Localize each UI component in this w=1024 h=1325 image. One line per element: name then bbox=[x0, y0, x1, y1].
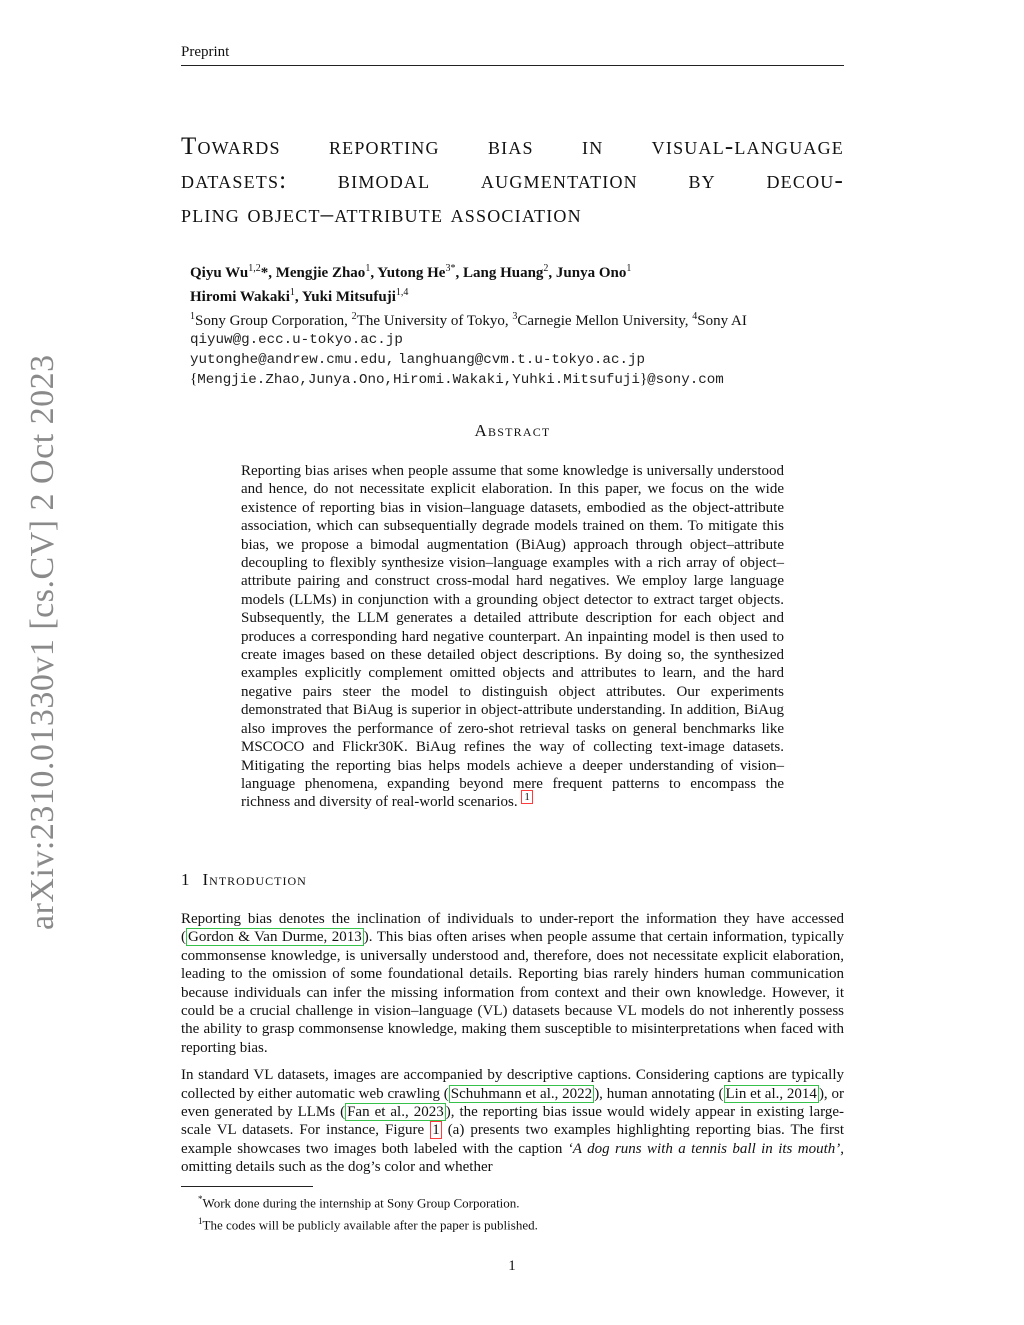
affiliations bbox=[190, 307, 850, 331]
paragraph bbox=[181, 910, 844, 1057]
text-run: ), the reporting bias issue would widely appear in existing large-scale VL datasets. For instance, Figure bbox=[181, 1104, 844, 1139]
aff-sup: 1 bbox=[190, 311, 195, 322]
section-title: Introduction bbox=[202, 870, 307, 889]
text-run: Reporting bias denotes the inclination of individuals to under-report the information they have accessed ( bbox=[181, 911, 844, 946]
author-sup: 1,2 bbox=[248, 263, 261, 274]
author-line-2 bbox=[190, 283, 850, 307]
title-line-2: datasets: bimodal augmentation by decou- bbox=[181, 167, 844, 194]
author-sup: 1,4 bbox=[395, 287, 409, 298]
affiliation: Sony Group Corporation, bbox=[195, 313, 352, 329]
caption-quote: ‘A dog runs with a tennis ball in its mouth’ bbox=[567, 1140, 841, 1157]
author-name: , Lang Huang bbox=[455, 265, 544, 281]
footnote-mark: * bbox=[198, 1194, 203, 1204]
email-link[interactable]: langhuang@cvm.t.u-tokyo.ac.jp bbox=[398, 352, 645, 368]
author-name: Hiromi Wakaki bbox=[190, 289, 290, 305]
footnote-link[interactable]: 1 bbox=[521, 790, 533, 804]
aff-sup: 2 bbox=[351, 311, 357, 322]
title-line-3: pling object–attribute association bbox=[181, 201, 582, 228]
text-run: In standard VL datasets, images are accompanied by descriptive captions. Considering captions are typically collected by either automatic web crawling ( bbox=[181, 1067, 844, 1102]
abstract-text: Reporting bias arises when people assume that some knowledge is universally understood and hence, do not necessitate explicit elaboration. In this paper, we focus on the wide existence of reporting bias in vision–language datasets, embodied as the object-attribute association, which can subsequentially degrade models trained on them. To mitigate this bias, we propose a bimodal augmentation (BiAug) approach through object–attribute decoupling to flexibly synthesize vision–language examples with a rich array of object–attribute pairing and construct cross-modal hard negatives. We employ large language models (LLMs) in conjunction with a grounding object detector to extract target objects. Subsequently, the LLM generates a detailed attribute description for each object and produces a corresponding hard negative counterpart. An inpainting model is then used to create images based on these detailed object descriptions. By doing so, the synthesized examples explicitly complement omitted objects and attributes to learn, and the hard negative pairs steer the model to distinguish object attributes. Our experiments demonstrated that BiAug is superior in object-attribute understanding. In addition, BiAug also improves the performance of zero-shot retrieval tasks on general benchmarks like MSCOCO and Flickr30K. BiAug refines the way of collecting text-image datasets. Mitigating the reporting bias helps models achieve a deeper understanding of vision–language phenomena, expanding beyond mere frequent patterns to encompass the richness and diversity of real-world scenarios. bbox=[241, 463, 784, 811]
author-line-1 bbox=[190, 259, 850, 283]
brace-close: } bbox=[639, 371, 648, 387]
text-run: , omitting details such as the dog’s color and whether bbox=[181, 1140, 845, 1176]
text-run: (a) presents two examples highlighting reporting bias. The first example showcases two images both labeled with the caption bbox=[181, 1122, 844, 1157]
author-sup: 3* bbox=[445, 263, 456, 274]
author-sup: 1 bbox=[365, 263, 371, 274]
footnote-mark: 1 bbox=[198, 1216, 203, 1227]
citation-link[interactable]: Lin et al., 2014 bbox=[725, 1085, 817, 1102]
footnote-text: Work done during the internship at Sony Group Corporation. bbox=[202, 1195, 520, 1211]
paragraph bbox=[181, 1066, 844, 1176]
figure-link[interactable]: 1 bbox=[432, 1122, 440, 1139]
footnote bbox=[198, 1212, 838, 1234]
section-number: 1 bbox=[181, 870, 191, 889]
aff-sup: 3 bbox=[512, 311, 518, 322]
author-block bbox=[190, 259, 850, 390]
footnote-text: The codes will be publicly available after the paper is published. bbox=[202, 1217, 538, 1233]
affiliation: Sony AI bbox=[697, 313, 747, 329]
footnotes bbox=[198, 1190, 838, 1235]
section-heading-introduction bbox=[181, 870, 307, 890]
paper-title bbox=[181, 130, 844, 232]
text-run: ), or even generated by LLMs ( bbox=[181, 1085, 844, 1121]
email-line-1[interactable]: qiyuw@g.ecc.u-tokyo.ac.jp bbox=[190, 332, 403, 348]
affiliation: Carnegie Mellon University, bbox=[517, 313, 693, 329]
arxiv-identifier: arXiv:2310.01330v1 [cs.CV] 2 Oct 2023 bbox=[24, 354, 61, 930]
brace-open: { bbox=[190, 371, 198, 387]
citation-link[interactable]: Fan et al., 2023 bbox=[347, 1104, 444, 1121]
footnote bbox=[198, 1190, 838, 1212]
title-line-1: Towards reporting bias in visual-language bbox=[181, 133, 844, 160]
email-line-3[interactable] bbox=[190, 370, 850, 390]
email-domain: @sony.com bbox=[647, 372, 724, 388]
affiliation: The University of Tokyo, bbox=[356, 313, 513, 329]
abstract-heading: Abstract bbox=[474, 421, 551, 440]
running-header: Preprint bbox=[181, 44, 230, 60]
author-name: , Yutong He bbox=[370, 265, 446, 281]
page-number: 1 bbox=[508, 1258, 516, 1274]
text-run: ). This bias often arises when people assume that certain information, typically commonsense knowledge, is universally understood and, therefore, does not necessitate explicit elaboration, leading to the omission of some foundational details. Reporting bias rarely hinders human communication because individuals can infer the missing information from context and their own knowledge. However, it could be a crucial challenge in vision–language (VL) datasets because VL models do not inherently possess the ability to grasp commonsense knowledge, making them susceptible to misinterpretations when faced with reporting bias. bbox=[181, 929, 844, 1056]
citation-link[interactable]: Gordon & Van Durme, 2013 bbox=[188, 929, 362, 946]
author-sup: 1 bbox=[289, 287, 295, 298]
email-names: Mengjie.Zhao,Junya.Ono,Hiromi.Wakaki,Yuhki.Mitsufuji bbox=[197, 372, 640, 388]
abstract-body bbox=[241, 462, 784, 812]
author-sup: 2 bbox=[543, 263, 549, 274]
email-line-2 bbox=[190, 350, 850, 370]
author-sup: 1 bbox=[626, 263, 632, 274]
author-name: *, Mengjie Zhao bbox=[260, 265, 366, 281]
citation-link[interactable]: Schuhmann et al., 2022 bbox=[450, 1085, 593, 1102]
introduction-body bbox=[181, 910, 844, 1186]
author-name: , Yuki Mitsufuji bbox=[294, 289, 396, 305]
text-run: ), human annotating ( bbox=[594, 1085, 724, 1102]
header-rule bbox=[181, 65, 844, 66]
footnote-rule bbox=[181, 1186, 313, 1187]
author-name: Qiyu Wu bbox=[190, 265, 249, 281]
author-name: , Junya Ono bbox=[548, 265, 627, 281]
email-link[interactable]: yutonghe@andrew.cmu.edu, bbox=[190, 352, 395, 368]
aff-sup: 4 bbox=[692, 311, 698, 322]
